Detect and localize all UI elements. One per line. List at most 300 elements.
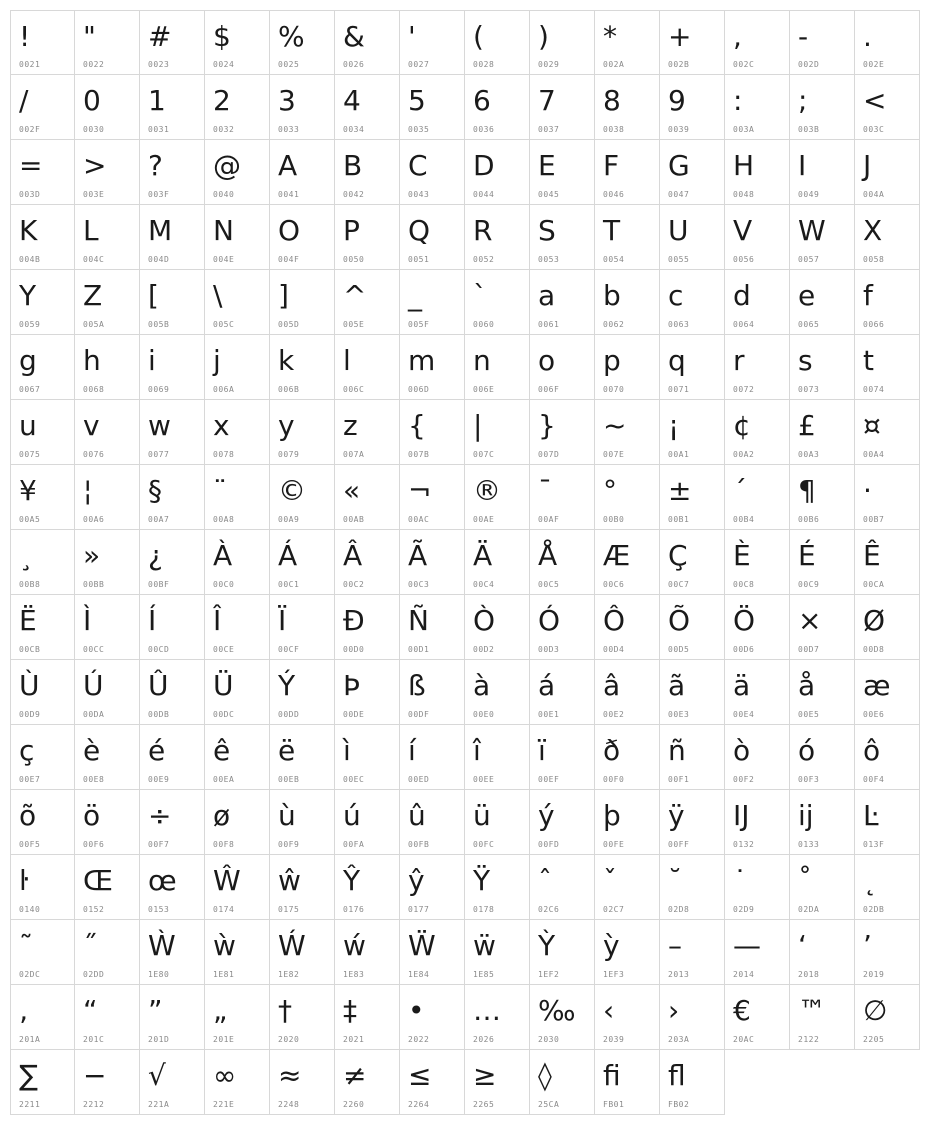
glyph-codepoint: 2014 bbox=[733, 970, 755, 979]
glyph-codepoint: 00DD bbox=[278, 710, 300, 719]
glyph-char: Œ bbox=[83, 864, 113, 897]
glyph-codepoint: 00F7 bbox=[148, 840, 170, 849]
glyph-char: Ò bbox=[473, 604, 496, 637]
glyph-char: É bbox=[798, 539, 816, 572]
glyph-cell bbox=[465, 1050, 530, 1115]
glyph-cell bbox=[335, 140, 400, 205]
glyph-char: Ŷ bbox=[343, 864, 361, 897]
glyph-char: ° bbox=[603, 474, 617, 507]
glyph-char: < bbox=[863, 84, 887, 117]
glyph-codepoint: 0046 bbox=[603, 190, 625, 199]
glyph-char: √ bbox=[148, 1059, 166, 1092]
glyph-codepoint: 00DF bbox=[408, 710, 430, 719]
glyph-char: ( bbox=[473, 20, 484, 53]
glyph-cell bbox=[205, 790, 270, 855]
glyph-char: q bbox=[668, 344, 686, 377]
glyph-codepoint: 2022 bbox=[408, 1035, 430, 1044]
glyph-codepoint: 0029 bbox=[538, 60, 560, 69]
glyph-codepoint: 0178 bbox=[473, 905, 495, 914]
glyph-codepoint: 0072 bbox=[733, 385, 755, 394]
glyph-codepoint: 2026 bbox=[473, 1035, 495, 1044]
glyph-codepoint: 0041 bbox=[278, 190, 300, 199]
glyph-char: „ bbox=[213, 994, 228, 1027]
glyph-codepoint: 0176 bbox=[343, 905, 365, 914]
glyph-codepoint: 00B0 bbox=[603, 515, 625, 524]
glyph-char: † bbox=[278, 994, 292, 1027]
glyph-cell bbox=[270, 270, 335, 335]
glyph-codepoint: 00EA bbox=[213, 775, 235, 784]
glyph-codepoint: 0048 bbox=[733, 190, 755, 199]
glyph-codepoint: 0035 bbox=[408, 125, 430, 134]
glyph-cell bbox=[270, 790, 335, 855]
glyph-char: ê bbox=[213, 734, 231, 767]
glyph-codepoint: 013F bbox=[863, 840, 885, 849]
glyph-codepoint: 0073 bbox=[798, 385, 820, 394]
glyph-char: ; bbox=[798, 84, 808, 117]
glyph-cell bbox=[660, 10, 725, 75]
glyph-char: K bbox=[19, 214, 38, 247]
glyph-char: î bbox=[473, 734, 481, 767]
glyph-codepoint: 02DA bbox=[798, 905, 820, 914]
glyph-codepoint: 00AE bbox=[473, 515, 495, 524]
glyph-cell bbox=[660, 920, 725, 985]
glyph-cell bbox=[205, 465, 270, 530]
glyph-grid bbox=[10, 10, 920, 1115]
glyph-char: " bbox=[83, 20, 96, 53]
glyph-codepoint: 007C bbox=[473, 450, 495, 459]
glyph-cell bbox=[855, 205, 920, 270]
glyph-cell bbox=[855, 270, 920, 335]
glyph-cell bbox=[855, 335, 920, 400]
glyph-cell bbox=[270, 140, 335, 205]
glyph-char: ™ bbox=[798, 994, 826, 1027]
glyph-codepoint: 02D9 bbox=[733, 905, 755, 914]
glyph-cell bbox=[790, 10, 855, 75]
glyph-codepoint: 002B bbox=[668, 60, 690, 69]
glyph-char: # bbox=[148, 20, 172, 53]
glyph-codepoint: 0058 bbox=[863, 255, 885, 264]
glyph-char: − bbox=[83, 1059, 107, 1092]
glyph-char: ? bbox=[148, 149, 163, 182]
glyph-char: Z bbox=[83, 279, 103, 312]
glyph-char: ' bbox=[408, 20, 416, 53]
glyph-codepoint: 0062 bbox=[603, 320, 625, 329]
glyph-char: € bbox=[733, 994, 751, 1027]
glyph-char: ẁ bbox=[213, 929, 236, 962]
glyph-codepoint: 00B8 bbox=[19, 580, 41, 589]
glyph-char: ˆ bbox=[538, 864, 552, 897]
glyph-cell bbox=[10, 205, 75, 270]
glyph-char: ± bbox=[668, 474, 692, 507]
glyph-cell bbox=[400, 400, 465, 465]
glyph-codepoint: 2030 bbox=[538, 1035, 560, 1044]
glyph-cell bbox=[400, 1050, 465, 1115]
glyph-codepoint: 00F9 bbox=[278, 840, 300, 849]
glyph-cell bbox=[75, 205, 140, 270]
glyph-char: ẅ bbox=[473, 929, 496, 962]
glyph-char: 4 bbox=[343, 84, 361, 117]
glyph-codepoint: 00DE bbox=[343, 710, 365, 719]
glyph-codepoint: 00EF bbox=[538, 775, 560, 784]
glyph-codepoint: 005B bbox=[148, 320, 170, 329]
glyph-codepoint: 1E82 bbox=[278, 970, 300, 979]
glyph-char: ẃ bbox=[343, 929, 366, 962]
glyph-cell bbox=[75, 1050, 140, 1115]
glyph-char: : bbox=[733, 84, 743, 117]
glyph-codepoint: 00AB bbox=[343, 515, 365, 524]
glyph-cell bbox=[205, 205, 270, 270]
glyph-char: > bbox=[83, 149, 107, 182]
glyph-codepoint: 00E7 bbox=[19, 775, 41, 784]
glyph-codepoint: 0056 bbox=[733, 255, 755, 264]
glyph-char: ≠ bbox=[343, 1059, 367, 1092]
glyph-cell bbox=[595, 790, 660, 855]
glyph-cell bbox=[335, 270, 400, 335]
glyph-cell bbox=[530, 855, 595, 920]
glyph-codepoint: 1E83 bbox=[343, 970, 365, 979]
glyph-cell bbox=[335, 855, 400, 920]
glyph-cell bbox=[10, 595, 75, 660]
glyph-codepoint: 005E bbox=[343, 320, 365, 329]
glyph-codepoint: 201D bbox=[148, 1035, 170, 1044]
glyph-codepoint: 002F bbox=[19, 125, 41, 134]
glyph-char: Y bbox=[19, 279, 37, 312]
glyph-codepoint: 004E bbox=[213, 255, 235, 264]
glyph-cell bbox=[400, 660, 465, 725]
glyph-cell bbox=[10, 335, 75, 400]
glyph-cell bbox=[10, 790, 75, 855]
glyph-char: ◊ bbox=[538, 1059, 552, 1092]
glyph-codepoint: 00FA bbox=[343, 840, 365, 849]
glyph-cell bbox=[855, 985, 920, 1050]
glyph-char: Ä bbox=[473, 539, 493, 572]
glyph-codepoint: 2021 bbox=[343, 1035, 365, 1044]
glyph-codepoint: 00B4 bbox=[733, 515, 755, 524]
glyph-char: ˝ bbox=[83, 929, 97, 962]
glyph-codepoint: 0067 bbox=[19, 385, 41, 394]
glyph-char: s bbox=[798, 344, 813, 377]
glyph-codepoint: 006D bbox=[408, 385, 430, 394]
glyph-codepoint: 221E bbox=[213, 1100, 235, 1109]
glyph-cell bbox=[400, 920, 465, 985]
glyph-codepoint: 2212 bbox=[83, 1100, 105, 1109]
glyph-cell bbox=[400, 10, 465, 75]
glyph-cell bbox=[595, 1050, 660, 1115]
glyph-cell bbox=[725, 270, 790, 335]
glyph-codepoint: 0050 bbox=[343, 255, 365, 264]
glyph-char: v bbox=[83, 409, 100, 442]
glyph-codepoint: 0024 bbox=[213, 60, 235, 69]
glyph-char: ! bbox=[19, 20, 31, 53]
glyph-cell bbox=[595, 270, 660, 335]
glyph-codepoint: 00C6 bbox=[603, 580, 625, 589]
glyph-codepoint: 1E81 bbox=[213, 970, 235, 979]
glyph-char: ó bbox=[798, 734, 816, 767]
glyph-cell bbox=[790, 465, 855, 530]
glyph-codepoint: 0051 bbox=[408, 255, 430, 264]
glyph-codepoint: 00E2 bbox=[603, 710, 625, 719]
glyph-cell bbox=[10, 1050, 75, 1115]
glyph-cell bbox=[660, 725, 725, 790]
glyph-codepoint: 00FF bbox=[668, 840, 690, 849]
glyph-codepoint: 02D8 bbox=[668, 905, 690, 914]
glyph-codepoint: 0064 bbox=[733, 320, 755, 329]
glyph-char: © bbox=[278, 474, 306, 507]
glyph-char: p bbox=[603, 344, 621, 377]
glyph-cell bbox=[530, 660, 595, 725]
glyph-codepoint: 00AF bbox=[538, 515, 560, 524]
glyph-char: . bbox=[863, 20, 872, 53]
glyph-codepoint: 00E3 bbox=[668, 710, 690, 719]
glyph-char: ‡ bbox=[343, 994, 357, 1027]
glyph-char: ∞ bbox=[213, 1059, 237, 1092]
glyph-codepoint: 002A bbox=[603, 60, 625, 69]
glyph-codepoint: 003D bbox=[19, 190, 41, 199]
glyph-char: Ŵ bbox=[213, 864, 241, 897]
glyph-cell bbox=[140, 855, 205, 920]
glyph-char: W bbox=[798, 214, 826, 247]
glyph-char: Ð bbox=[343, 604, 365, 637]
glyph-cell bbox=[75, 75, 140, 140]
glyph-cell bbox=[725, 400, 790, 465]
glyph-char: ˚ bbox=[798, 864, 812, 897]
glyph-cell bbox=[335, 335, 400, 400]
glyph-codepoint: 00AC bbox=[408, 515, 430, 524]
glyph-codepoint: 02C6 bbox=[538, 905, 560, 914]
glyph-char: ŵ bbox=[278, 864, 301, 897]
glyph-char: ú bbox=[343, 799, 361, 832]
glyph-codepoint: 0036 bbox=[473, 125, 495, 134]
glyph-codepoint: 0077 bbox=[148, 450, 170, 459]
glyph-char: Ü bbox=[213, 669, 234, 702]
glyph-codepoint: 0152 bbox=[83, 905, 105, 914]
glyph-cell bbox=[725, 985, 790, 1050]
glyph-cell bbox=[790, 205, 855, 270]
glyph-cell bbox=[140, 1050, 205, 1115]
glyph-codepoint: 004D bbox=[148, 255, 170, 264]
glyph-cell bbox=[205, 530, 270, 595]
glyph-cell bbox=[725, 595, 790, 660]
glyph-codepoint: 00E4 bbox=[733, 710, 755, 719]
glyph-codepoint: 007E bbox=[603, 450, 625, 459]
glyph-codepoint: 002E bbox=[863, 60, 885, 69]
glyph-char: P bbox=[343, 214, 360, 247]
glyph-codepoint: 00D1 bbox=[408, 645, 430, 654]
glyph-codepoint: 0174 bbox=[213, 905, 235, 914]
glyph-char: Ù bbox=[19, 669, 40, 702]
glyph-char: + bbox=[668, 20, 692, 53]
glyph-char: ¢ bbox=[733, 409, 751, 442]
glyph-cell bbox=[335, 1050, 400, 1115]
glyph-cell bbox=[595, 985, 660, 1050]
glyph-char: Å bbox=[538, 539, 558, 572]
glyph-codepoint: 0066 bbox=[863, 320, 885, 329]
glyph-codepoint: 00FD bbox=[538, 840, 560, 849]
glyph-char: ’ bbox=[863, 929, 872, 962]
glyph-codepoint: 0030 bbox=[83, 125, 105, 134]
glyph-codepoint: 0074 bbox=[863, 385, 885, 394]
glyph-codepoint: 00F5 bbox=[19, 840, 41, 849]
glyph-char: w bbox=[148, 409, 171, 442]
glyph-codepoint: 0045 bbox=[538, 190, 560, 199]
glyph-char: g bbox=[19, 344, 37, 377]
glyph-char: · bbox=[863, 474, 872, 507]
glyph-cell bbox=[660, 1050, 725, 1115]
glyph-codepoint: 007B bbox=[408, 450, 430, 459]
glyph-cell bbox=[270, 530, 335, 595]
glyph-cell bbox=[725, 140, 790, 205]
glyph-cell bbox=[335, 660, 400, 725]
glyph-char: Î bbox=[213, 604, 222, 637]
glyph-cell bbox=[725, 920, 790, 985]
glyph-char: R bbox=[473, 214, 493, 247]
glyph-cell bbox=[660, 335, 725, 400]
glyph-cell bbox=[855, 660, 920, 725]
glyph-codepoint: 201A bbox=[19, 1035, 41, 1044]
glyph-char: ỳ bbox=[603, 929, 620, 962]
glyph-codepoint: 00DA bbox=[83, 710, 105, 719]
glyph-char: - bbox=[798, 20, 809, 53]
glyph-char: Ï bbox=[278, 604, 287, 637]
glyph-char: ‰ bbox=[538, 994, 576, 1027]
glyph-cell bbox=[530, 270, 595, 335]
glyph-codepoint: 2039 bbox=[603, 1035, 625, 1044]
glyph-codepoint: 0059 bbox=[19, 320, 41, 329]
glyph-char: 5 bbox=[408, 84, 426, 117]
glyph-cell bbox=[10, 660, 75, 725]
glyph-codepoint: 003B bbox=[798, 125, 820, 134]
glyph-codepoint: 00CC bbox=[83, 645, 105, 654]
glyph-cell bbox=[595, 595, 660, 660]
glyph-cell bbox=[725, 660, 790, 725]
glyph-cell bbox=[10, 75, 75, 140]
glyph-cell bbox=[335, 530, 400, 595]
glyph-char: d bbox=[733, 279, 751, 312]
glyph-char: H bbox=[733, 149, 755, 182]
glyph-codepoint: 0040 bbox=[213, 190, 235, 199]
glyph-codepoint: 00C4 bbox=[473, 580, 495, 589]
glyph-char: a bbox=[538, 279, 556, 312]
glyph-char: ã bbox=[668, 669, 686, 702]
glyph-char: ∑ bbox=[19, 1059, 38, 1092]
glyph-char: 6 bbox=[473, 84, 491, 117]
glyph-codepoint: 1EF3 bbox=[603, 970, 625, 979]
glyph-char: œ bbox=[148, 864, 177, 897]
glyph-cell bbox=[530, 985, 595, 1050]
glyph-char: t bbox=[863, 344, 874, 377]
glyph-char: L bbox=[83, 214, 99, 247]
glyph-char: f bbox=[863, 279, 873, 312]
glyph-codepoint: 2264 bbox=[408, 1100, 430, 1109]
glyph-codepoint: 0053 bbox=[538, 255, 560, 264]
glyph-codepoint: FB01 bbox=[603, 1100, 625, 1109]
glyph-cell bbox=[530, 465, 595, 530]
glyph-char: ® bbox=[473, 474, 501, 507]
glyph-codepoint: 2013 bbox=[668, 970, 690, 979]
glyph-cell bbox=[855, 10, 920, 75]
glyph-codepoint: 0026 bbox=[343, 60, 365, 69]
glyph-cell bbox=[270, 985, 335, 1050]
glyph-char: n bbox=[473, 344, 491, 377]
glyph-cell bbox=[530, 920, 595, 985]
glyph-codepoint: 00D3 bbox=[538, 645, 560, 654]
glyph-codepoint: 00D9 bbox=[19, 710, 41, 719]
glyph-cell bbox=[205, 270, 270, 335]
glyph-codepoint: 2018 bbox=[798, 970, 820, 979]
glyph-char: / bbox=[19, 84, 29, 117]
glyph-char: 1 bbox=[148, 84, 166, 117]
glyph-cell bbox=[660, 985, 725, 1050]
glyph-codepoint: 0052 bbox=[473, 255, 495, 264]
glyph-codepoint: 00A6 bbox=[83, 515, 105, 524]
glyph-char: I bbox=[798, 149, 807, 182]
glyph-char: ≤ bbox=[408, 1059, 432, 1092]
glyph-char: Í bbox=[148, 604, 157, 637]
glyph-char: A bbox=[278, 149, 298, 182]
glyph-cell bbox=[465, 595, 530, 660]
glyph-codepoint: 00CF bbox=[278, 645, 300, 654]
glyph-char: U bbox=[668, 214, 689, 247]
glyph-codepoint: 00A1 bbox=[668, 450, 690, 459]
glyph-codepoint: 0076 bbox=[83, 450, 105, 459]
glyph-codepoint: 0022 bbox=[83, 60, 105, 69]
glyph-cell bbox=[725, 10, 790, 75]
glyph-char: Q bbox=[408, 214, 431, 247]
glyph-char: Â bbox=[343, 539, 363, 572]
glyph-char: » bbox=[83, 539, 101, 572]
glyph-cell bbox=[140, 985, 205, 1050]
glyph-cell bbox=[10, 400, 75, 465]
glyph-cell bbox=[660, 530, 725, 595]
glyph-codepoint: 0031 bbox=[148, 125, 170, 134]
glyph-codepoint: 2260 bbox=[343, 1100, 365, 1109]
glyph-char: Ö bbox=[733, 604, 756, 637]
glyph-cell bbox=[335, 465, 400, 530]
glyph-codepoint: 0057 bbox=[798, 255, 820, 264]
glyph-cell bbox=[465, 465, 530, 530]
glyph-codepoint: 0070 bbox=[603, 385, 625, 394]
glyph-cell bbox=[790, 985, 855, 1050]
glyph-cell bbox=[400, 855, 465, 920]
glyph-cell bbox=[10, 465, 75, 530]
glyph-char: & bbox=[343, 20, 365, 53]
glyph-codepoint: 00D5 bbox=[668, 645, 690, 654]
glyph-char: • bbox=[408, 994, 425, 1027]
glyph-char: T bbox=[603, 214, 621, 247]
glyph-codepoint: 00C3 bbox=[408, 580, 430, 589]
glyph-codepoint: 0075 bbox=[19, 450, 41, 459]
glyph-char: « bbox=[343, 474, 361, 507]
glyph-cell bbox=[465, 660, 530, 725]
glyph-char: x bbox=[213, 409, 230, 442]
glyph-cell bbox=[205, 595, 270, 660]
glyph-codepoint: 00F4 bbox=[863, 775, 885, 784]
glyph-cell bbox=[530, 790, 595, 855]
glyph-codepoint: 00C7 bbox=[668, 580, 690, 589]
glyph-codepoint: 0037 bbox=[538, 125, 560, 134]
glyph-codepoint: 007D bbox=[538, 450, 560, 459]
glyph-codepoint: 003E bbox=[83, 190, 105, 199]
glyph-cell bbox=[465, 530, 530, 595]
glyph-char: õ bbox=[19, 799, 37, 832]
glyph-char: D bbox=[473, 149, 495, 182]
glyph-char: Ç bbox=[668, 539, 688, 572]
glyph-cell bbox=[270, 205, 335, 270]
glyph-cell bbox=[205, 335, 270, 400]
glyph-codepoint: 0079 bbox=[278, 450, 300, 459]
glyph-cell bbox=[335, 920, 400, 985]
glyph-codepoint: 00A4 bbox=[863, 450, 885, 459]
